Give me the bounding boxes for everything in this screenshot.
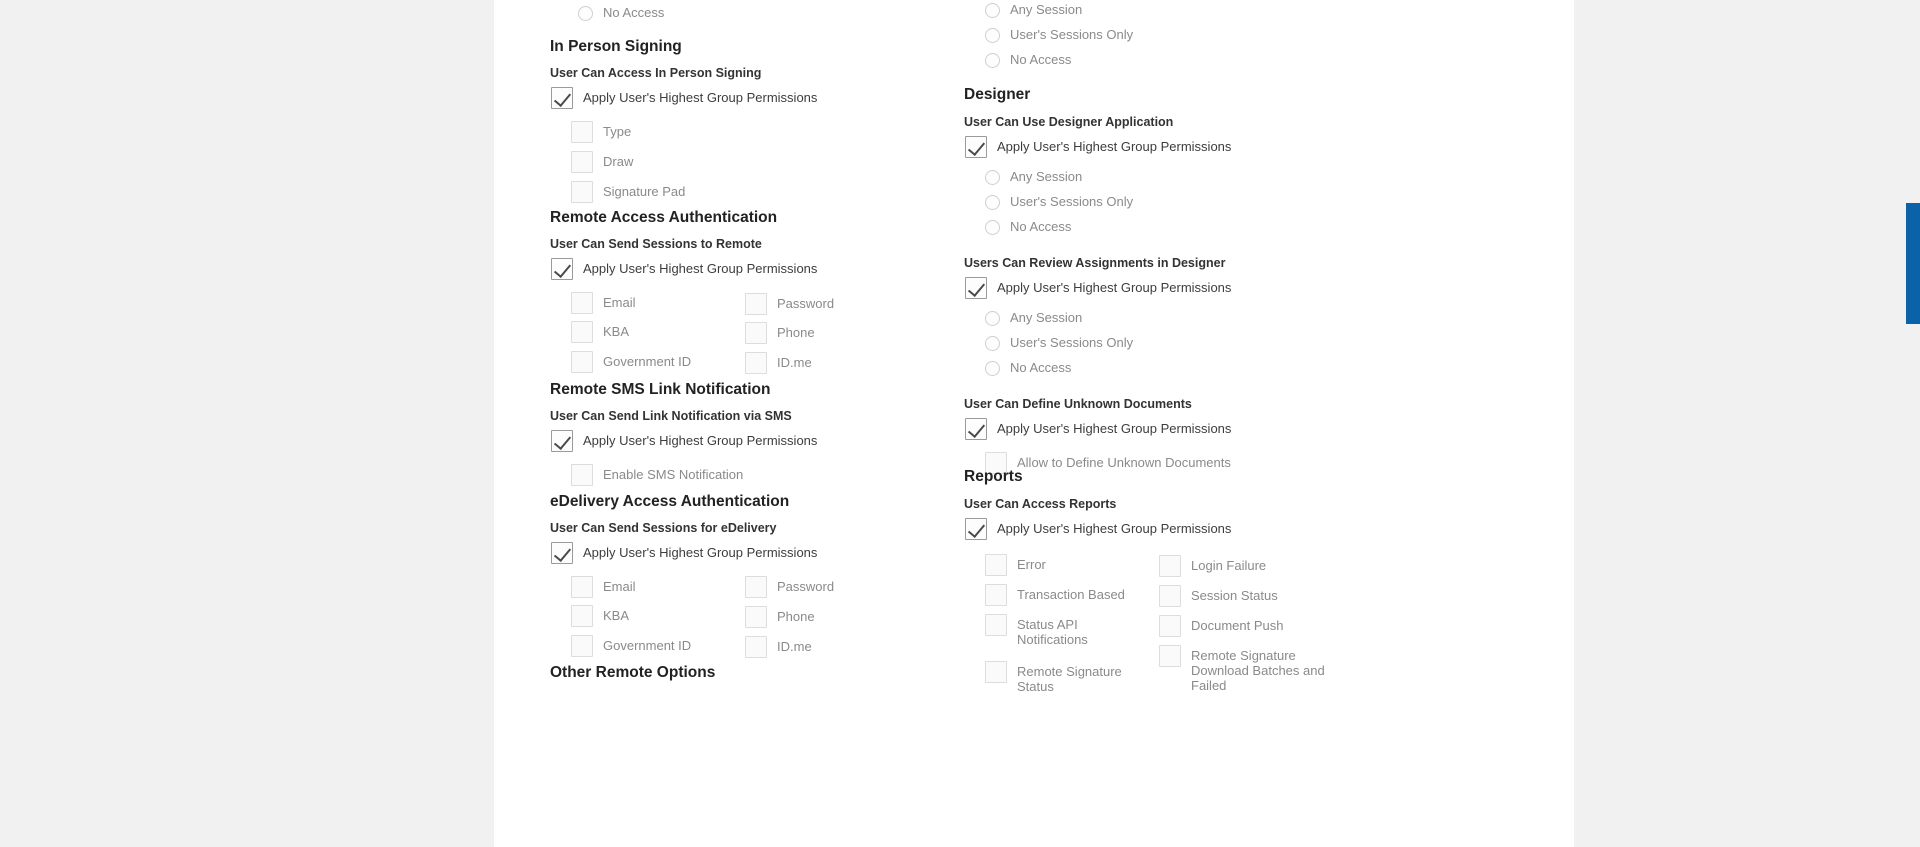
radio-any-session[interactable] (985, 3, 1000, 18)
option-label: ID.me (777, 639, 812, 654)
option-row-document-push[interactable] (1159, 615, 1339, 637)
radio-group-top (964, 2, 1133, 68)
section-remote-sms-link-notification (550, 381, 817, 486)
checkbox-draw[interactable] (571, 151, 593, 173)
option-label: Email (603, 295, 636, 310)
option-label: Allow to Define Unknown Documents (1017, 455, 1231, 470)
section-reports (964, 468, 1405, 694)
checkbox-session-status[interactable] (1159, 585, 1181, 607)
option-row-transaction-based[interactable] (985, 584, 1150, 606)
field-label: User Can Send Link Notification via SMS (550, 409, 792, 423)
option-row-no-access[interactable] (985, 219, 1231, 235)
option-row-apply-highest-group-permissions[interactable] (965, 136, 1231, 158)
radio-any-session[interactable] (985, 170, 1000, 185)
option-row-phone[interactable] (745, 606, 815, 628)
checkbox-password[interactable] (745, 293, 767, 315)
checkbox-error[interactable] (985, 554, 1007, 576)
section-designer (964, 86, 1231, 474)
radio-no-access[interactable] (985, 220, 1000, 235)
checkbox-document-push[interactable] (1159, 615, 1181, 637)
checkbox-phone[interactable] (745, 606, 767, 628)
option-label: KBA (603, 324, 630, 339)
checkbox-apply-highest-group-permissions[interactable] (965, 277, 987, 299)
option-label: Apply User's Highest Group Permissions (997, 421, 1232, 436)
section-title: Remote Access Authentication (550, 209, 778, 226)
option-row-government-id[interactable] (571, 351, 691, 373)
option-row-session-status[interactable] (1159, 585, 1339, 607)
section-title: Designer (964, 86, 1031, 103)
option-label: User's Sessions Only (1010, 335, 1134, 350)
checkbox-email[interactable] (571, 576, 593, 598)
option-label: Password (777, 296, 835, 311)
option-label: Login Failure (1191, 558, 1267, 573)
option-label: Apply User's Highest Group Permissions (583, 261, 818, 276)
checkbox-phone[interactable] (745, 322, 767, 344)
option-label: No Access (1010, 219, 1072, 234)
option-label: ID.me (777, 355, 812, 370)
checkbox-password[interactable] (745, 576, 767, 598)
checkbox-apply-highest-group-permissions[interactable] (965, 518, 987, 540)
option-row-any-session[interactable] (985, 2, 1133, 18)
checkbox-id-me[interactable] (745, 352, 767, 374)
option-label: Any Session (1010, 310, 1083, 325)
group-review-assignments-in-designer (964, 256, 1231, 376)
checkbox-enable-sms-notification[interactable] (571, 464, 593, 486)
option-row-id-me[interactable] (745, 636, 812, 658)
field-label: User Can Define Unknown Documents (964, 397, 1192, 411)
radio-users-sessions-only[interactable] (985, 195, 1000, 210)
group-use-designer-application (964, 115, 1231, 235)
option-row-remote-signature-status[interactable] (985, 661, 1135, 694)
field-label: User Can Access In Person Signing (550, 66, 762, 80)
sub-options-grid (571, 576, 991, 666)
option-label: Phone (777, 325, 815, 340)
section-title: Other Remote Options (550, 664, 716, 681)
checkbox-id-me[interactable] (745, 636, 767, 658)
checkbox-status-api-notifications[interactable] (985, 614, 1007, 636)
option-label: Apply User's Highest Group Permissions (997, 521, 1232, 536)
checkbox-apply-highest-group-permissions[interactable] (551, 430, 573, 452)
option-label: Apply User's Highest Group Permissions (583, 545, 818, 560)
option-row-password[interactable] (745, 293, 834, 315)
option-label: Transaction Based (1017, 587, 1125, 602)
section-remote-access-authentication (550, 209, 991, 370)
radio-no-access-top[interactable] (578, 6, 593, 21)
option-label: Signature Pad (603, 184, 686, 199)
option-row-password[interactable] (745, 576, 834, 598)
option-label: Government ID (603, 638, 692, 653)
option-row-apply-highest-group-permissions[interactable] (551, 87, 817, 109)
option-row-status-api-notifications[interactable] (985, 614, 1135, 647)
section-edelivery-access-authentication (550, 493, 991, 666)
option-row-enable-sms-notification[interactable] (571, 464, 817, 486)
checkbox-remote-signature-download-batches[interactable] (1159, 645, 1181, 667)
report-options-grid (985, 554, 1405, 694)
option-row-error[interactable] (985, 554, 1150, 576)
option-row-users-sessions-only[interactable] (985, 194, 1231, 210)
option-row-apply-highest-group-permissions[interactable] (551, 542, 991, 564)
checkbox-apply-highest-group-permissions[interactable] (551, 542, 573, 564)
option-row-phone[interactable] (745, 322, 815, 344)
option-row-login-failure[interactable] (1159, 555, 1339, 577)
option-row-apply-highest-group-permissions[interactable] (551, 258, 991, 280)
option-label: Apply User's Highest Group Permissions (997, 280, 1232, 295)
option-label: Remote Signature Download Batches and Failed (1191, 648, 1325, 693)
radio-users-sessions-only[interactable] (985, 336, 1000, 351)
option-row-id-me[interactable] (745, 352, 812, 374)
radio-group (985, 169, 1231, 235)
option-label: Apply User's Highest Group Permissions (583, 90, 818, 105)
option-row-apply-highest-group-permissions[interactable] (965, 418, 1231, 440)
checkbox-kba[interactable] (571, 605, 593, 627)
option-row-type[interactable] (571, 121, 817, 143)
option-row-apply-highest-group-permissions[interactable] (965, 277, 1231, 299)
radio-no-access[interactable] (985, 53, 1000, 68)
field-label: User Can Send Sessions to Remote (550, 237, 762, 251)
section-title: In Person Signing (550, 38, 682, 55)
section-title: Remote SMS Link Notification (550, 381, 771, 398)
option-label: Document Push (1191, 618, 1284, 633)
option-row-remote-signature-download-batches[interactable] (1159, 645, 1349, 693)
option-label: Phone (777, 609, 815, 624)
radio-no-access[interactable] (985, 361, 1000, 376)
option-label: Apply User's Highest Group Permissions (997, 139, 1232, 154)
field-label: User Can Access Reports (964, 497, 1117, 511)
option-row-no-access[interactable] (985, 360, 1231, 376)
option-label: Any Session (1010, 2, 1083, 17)
checkbox-government-id[interactable] (571, 635, 593, 657)
option-label: Any Session (1010, 169, 1083, 184)
option-row-no-access-top[interactable] (578, 5, 664, 21)
side-feedback-tab[interactable] (1906, 203, 1920, 324)
checkbox-type[interactable] (571, 121, 593, 143)
option-row-no-access[interactable] (985, 52, 1133, 68)
option-row-any-session[interactable] (985, 169, 1231, 185)
option-label: No Access (1010, 52, 1072, 67)
checkbox-apply-highest-group-permissions[interactable] (551, 258, 573, 280)
checkbox-login-failure[interactable] (1159, 555, 1181, 577)
option-row-any-session[interactable] (985, 310, 1231, 326)
field-label: User Can Send Sessions for eDelivery (550, 521, 777, 535)
option-row-signature-pad[interactable] (571, 181, 817, 203)
option-row-apply-highest-group-permissions[interactable] (551, 430, 817, 452)
option-label: Email (603, 579, 636, 594)
sub-options-list (571, 464, 817, 486)
option-row-email[interactable] (571, 292, 636, 314)
checkbox-apply-highest-group-permissions[interactable] (965, 136, 987, 158)
section-title: eDelivery Access Authentication (550, 493, 790, 510)
option-label: Status API Notifications (1017, 617, 1088, 647)
option-label: User's Sessions Only (1010, 194, 1134, 209)
option-row-kba[interactable] (571, 321, 629, 343)
radio-group (985, 310, 1231, 376)
checkbox-remote-signature-status[interactable] (985, 661, 1007, 683)
checkbox-apply-highest-group-permissions[interactable] (965, 418, 987, 440)
section-title: Reports (964, 468, 1023, 485)
checkbox-kba[interactable] (571, 321, 593, 343)
option-row-government-id[interactable] (571, 635, 691, 657)
radio-any-session[interactable] (985, 311, 1000, 326)
option-label: Session Status (1191, 588, 1278, 603)
field-label: User Can Use Designer Application (964, 115, 1174, 129)
option-label: Type (603, 124, 632, 139)
section-other-remote-options (550, 664, 715, 682)
option-label: Draw (603, 154, 634, 169)
option-label: Government ID (603, 354, 692, 369)
radio-users-sessions-only[interactable] (985, 28, 1000, 43)
option-label: Apply User's Highest Group Permissions (583, 433, 818, 448)
option-row-apply-highest-group-permissions[interactable] (965, 518, 1405, 540)
option-row-users-sessions-only[interactable] (985, 335, 1231, 351)
checkbox-email[interactable] (571, 292, 593, 314)
checkbox-government-id[interactable] (571, 351, 593, 373)
option-row-email[interactable] (571, 576, 636, 598)
option-label: No Access (1010, 360, 1072, 375)
option-label: Enable SMS Notification (603, 467, 744, 482)
option-label: KBA (603, 608, 630, 623)
sub-options-list (571, 121, 817, 203)
checkbox-apply-highest-group-permissions[interactable] (551, 87, 573, 109)
group-define-unknown-documents (964, 397, 1231, 474)
option-label: Remote Signature Status (1017, 664, 1122, 694)
option-label: User's Sessions Only (1010, 27, 1134, 42)
checkbox-transaction-based[interactable] (985, 584, 1007, 606)
option-row-kba[interactable] (571, 605, 629, 627)
permissions-panel (494, 0, 1574, 847)
option-label: Error (1017, 557, 1046, 572)
option-row-draw[interactable] (571, 151, 817, 173)
checkbox-signature-pad[interactable] (571, 181, 593, 203)
field-label: Users Can Review Assignments in Designer (964, 256, 1226, 270)
option-row-users-sessions-only[interactable] (985, 27, 1133, 43)
section-in-person-signing (550, 38, 817, 203)
option-label: No Access (603, 5, 665, 20)
option-label: Password (777, 579, 835, 594)
